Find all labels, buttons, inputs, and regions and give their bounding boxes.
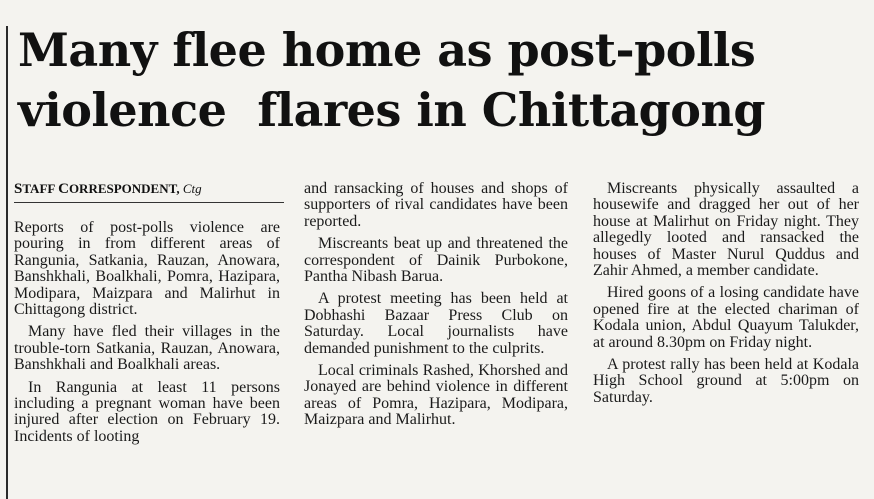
- paragraph: Local criminals Rashed, Khorshed and Jonayed are behind violence in different areas of Pomra, Hazipara, Modipara, Maizpara and Malirhut.: [304, 362, 568, 429]
- headline: [18, 20, 868, 140]
- byline-location: Ctg: [182, 181, 202, 196]
- byline: [14, 181, 202, 198]
- paragraph: A protest meeting has been held at Dobhashi Bazaar Press Club on Saturday. Local journalists have demanded punishment to the culprits.: [304, 290, 568, 357]
- paragraph: Hired goons of a losing candidate have opened fire at the elected chariman of Kodala union, Abdul Quayum Talukder, at around 8.30pm on Friday night.: [593, 284, 859, 351]
- headline-line-2: violence flares in Chittagong: [18, 83, 766, 137]
- byline-word-1: TAFF: [22, 181, 59, 196]
- byline-initial-2: C: [58, 181, 69, 197]
- article-column-2: [304, 181, 568, 435]
- paragraph: A protest rally has been held at Kodala High School ground at 5:00pm on Saturday.: [593, 356, 859, 406]
- byline-word-2: ORRESPONDENT,: [68, 181, 180, 196]
- headline-line-1: Many flee home as post-polls: [18, 23, 756, 77]
- article-column-1: [14, 220, 280, 451]
- paragraph: Miscreants beat up and threatened the correspondent of Dainik Purbokone, Pantha Nibash Barua.: [304, 235, 568, 286]
- paragraph: In Rangunia at least 11 persons including a pregnant woman have been injured after election on February 19. Incidents of looting: [14, 378, 280, 445]
- byline-divider: [14, 202, 284, 203]
- article-column-3: [593, 181, 859, 412]
- column-rule: [6, 26, 8, 499]
- byline-initial-1: S: [14, 181, 23, 197]
- paragraph: Miscreants physically assaulted a housewife and dragged her out of her house at Malirhut on Friday night. They allegedly looted and ransacked the houses of Master Nurul Quddus and Zahir Ahmed, a member candidate.: [593, 180, 859, 280]
- paragraph: Many have fled their villages in the trouble-torn Satkania, Rauzan, Anowara, Banshkhali and Boalkhali areas.: [14, 323, 280, 374]
- paragraph: and ransacking of houses and shops of supporters of rival candidates have been reported.: [304, 180, 568, 230]
- paragraph: Reports of post-polls violence are pouring in from different areas of Rangunia, Satkania, Rauzan, Anowara, Banshkhali, Boalkhali, Pomra, Hazipara, Modipara, Maizpara and Malirhut in Chittagong district.: [14, 219, 280, 319]
